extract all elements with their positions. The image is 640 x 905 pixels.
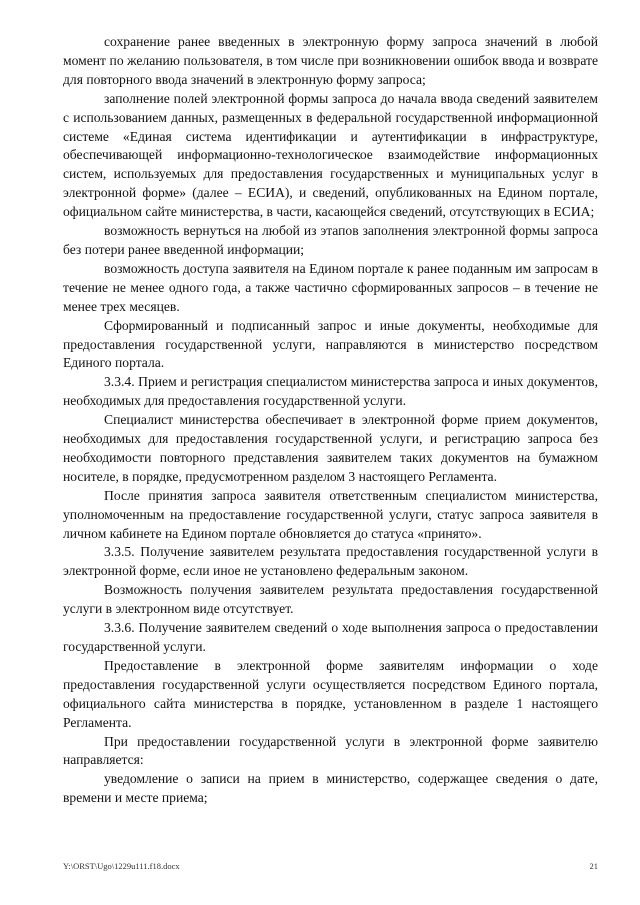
paragraph: При предоставлении государственной услуги в электронной форме заявителю направляется: <box>63 733 598 768</box>
footer-file-path: Y:\ORST\Ugo\1229u111.f18.docx <box>63 861 180 871</box>
page-number: 21 <box>589 861 598 871</box>
paragraph: Предоставление в электронной форме заявителям информации о ходе предоставления государственной услуги осуществляется посредством Единого портала, официального сайта министерства в порядке, установленном в разделе 1 настоящего Регламента. <box>63 657 598 730</box>
paragraph: Сформированный и подписанный запрос и иные документы, необходимые для предоставления государственной услуги, направляются в министерство посредством Единого портала. <box>63 317 598 371</box>
paragraph: сохранение ранее введенных в электронную форму запроса значений в любой момент по желанию пользователя, в том числе при возникновении ошибок ввода и возврате для повторного ввода значений в электронную форму запроса; <box>63 34 598 87</box>
paragraph: Возможность получения заявителем результата предоставления государственной услуги в электронном виде отсутствует. <box>63 582 598 617</box>
section-heading-3-3-4: 3.3.4. Прием и регистрация специалистом министерства запроса и иных документов, необходимых для предоставления государственной услуги. <box>63 374 598 409</box>
document-body <box>63 33 598 808</box>
paragraph: После принятия запроса заявителя ответственным специалистом министерства, уполномоченным на предоставление государственной услуги, статус запроса заявителя в личном кабинете на Едином портале обновляется до статуса «принято». <box>63 487 598 541</box>
paragraph: Специалист министерства обеспечивает в электронной форме прием документов, необходимых для предоставления государственной услуги, и регистрацию запроса без необходимости повторного представления заявителем таких документов на бумажном носителе, в порядке, предусмотренном разделом 3 настоящего Регламента. <box>63 412 598 484</box>
paragraph: уведомление о записи на прием в министерство, содержащее сведения о дате, времени и месте приема; <box>63 771 598 806</box>
paragraph: заполнение полей электронной формы запроса до начала ввода сведений заявителем с использованием данных, размещенных в федеральной государственной информационной системе «Единая система идентификации и аутентификации в инфраструктуре, обеспечивающей информационно-технологическое взаимодействие информационных систем, используемых для предоставления государственных и муниципальных услуг в электронной форме» (далее – ЕСИА), и сведений, опубликованных на Едином портале, официальном сайте министерства, в части, касающейся сведений, отсутствующих в ЕСИА; <box>63 90 598 220</box>
section-heading-3-3-6: 3.3.6. Получение заявителем сведений о ходе выполнения запроса о предоставлении государственной услуги. <box>63 620 598 654</box>
section-heading-3-3-5: 3.3.5. Получение заявителем результата предоставления государственной услуги в электронной форме, если иное не установлено федеральным законом. <box>63 544 598 579</box>
paragraph: возможность доступа заявителя на Едином портале к ранее поданным им запросам в течение не менее одного года, а также частично сформированных запросов – в течение не менее трех месяцев. <box>63 260 598 314</box>
paragraph: возможность вернуться на любой из этапов заполнения электронной формы запроса без потери ранее введенной информации; <box>63 223 598 257</box>
